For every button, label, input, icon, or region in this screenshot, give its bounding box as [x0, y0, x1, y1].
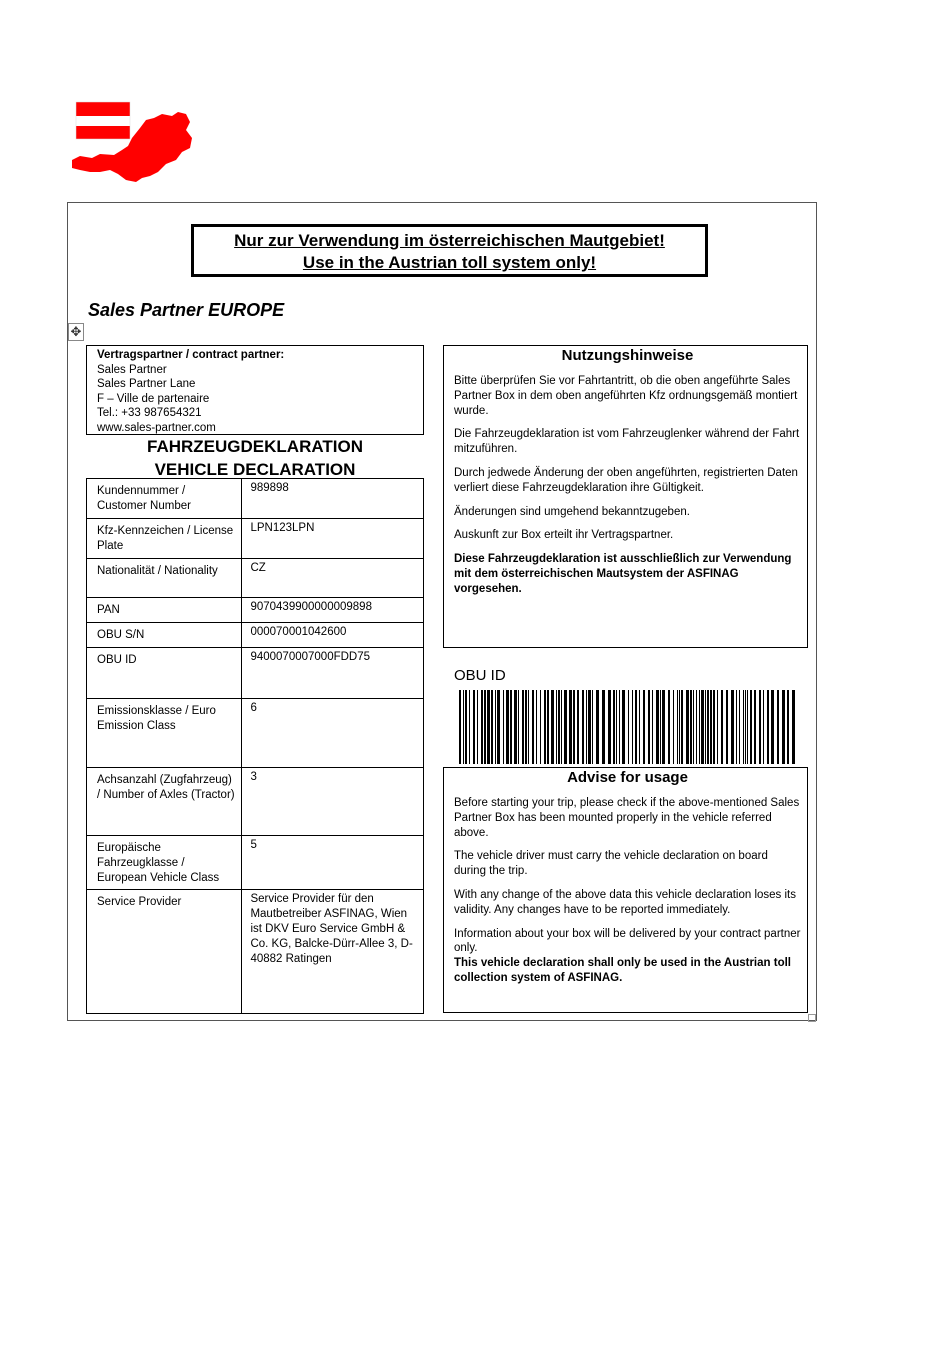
row-value: CZ [242, 559, 424, 598]
barcode-bar [465, 690, 467, 764]
row-value: 9400070007000FDD75 [242, 648, 424, 699]
barcode-bar [690, 690, 692, 764]
hints-title: Nutzungshinweise [561, 347, 694, 364]
barcode-bar [705, 690, 706, 764]
barcode-bar [771, 690, 774, 764]
table-row [87, 768, 424, 836]
barcode-bar [569, 690, 572, 764]
barcode-bar [710, 690, 712, 764]
barcode-bar [582, 690, 584, 764]
barcode-bar [592, 690, 593, 764]
barcode-bar [487, 690, 490, 764]
table-row [87, 598, 424, 623]
barcode-bar [503, 690, 504, 764]
barcode-bar [510, 690, 512, 764]
table-row [87, 648, 424, 699]
barcode-bar [782, 690, 785, 764]
barcode-bar [547, 690, 549, 764]
table-row [87, 699, 424, 768]
table-row [87, 890, 424, 1014]
barcode-bar [514, 690, 517, 764]
barcode-bar [522, 690, 524, 764]
barcode-bar [532, 690, 534, 764]
row-label: Kfz-Kennzeichen / License Plate [87, 519, 242, 559]
row-value: Service Provider für den Mautbetreiber ASFINAG, Wien ist DKV Euro Service GmbH & Co. KG, Balcke-Dürr-Allee 3, D-40882 Ratingen [242, 890, 424, 1014]
hints-paragraph: Die Fahrzeugdeklaration ist vom Fahrzeuglenker während der Fahrt mitzuführen. [454, 428, 800, 456]
barcode-bar [536, 690, 537, 764]
row-label: Nationalität / Nationality [87, 559, 242, 598]
advise-paragraph-bold: This vehicle declaration shall only be used in the Austrian toll collection system of ASFINAG. [454, 957, 791, 984]
barcode-bar [596, 690, 599, 764]
table-row [87, 559, 424, 598]
barcode-bar [473, 690, 475, 764]
barcode-bar [747, 690, 748, 764]
hints-paragraph: Auskunft zur Box erteilt ihr Vertragspartner. [454, 529, 674, 542]
frame-resize-handle[interactable] [808, 1014, 816, 1022]
barcode-bar [648, 690, 650, 764]
austria-flag-map-logo [66, 100, 196, 185]
notice-german: Nur zur Verwendung im österreichischen Mautgebiet! [234, 231, 665, 250]
barcode-bar [754, 690, 756, 764]
barcode-bar [551, 690, 554, 764]
barcode-bar [643, 690, 645, 764]
row-label: Service Provider [87, 890, 242, 1014]
barcode-bar [681, 690, 683, 764]
table-row [87, 479, 424, 519]
obu-id-label: OBU ID [454, 667, 506, 684]
row-label: Kundennummer / Customer Number [87, 479, 242, 519]
barcode-bar [556, 690, 557, 764]
barcode-bar [726, 690, 728, 764]
barcode-bar [686, 690, 689, 764]
partner-name: Sales Partner [97, 363, 167, 376]
barcode-bar [656, 690, 659, 764]
barcode-bar [639, 690, 640, 764]
advise-title: Advise for usage [567, 769, 688, 786]
barcode-bar [459, 690, 461, 764]
hints-paragraph: Durch jedwede Änderung der oben angeführten, registrierten Daten verliert diese Fahrzeugdeklaration ihre Gültigkeit. [454, 466, 798, 494]
table-row [87, 623, 424, 648]
barcode-bar [677, 690, 678, 764]
barcode-bar [787, 690, 789, 764]
vehicle-data-table [86, 478, 424, 1014]
advise-for-usage-box [443, 767, 808, 1013]
barcode-bar [745, 690, 746, 764]
declaration-title-en: VEHICLE DECLARATION [154, 460, 356, 479]
usage-notice-box [191, 224, 708, 277]
barcode-bar [713, 690, 715, 764]
row-value: 000070001042600 [242, 623, 424, 648]
partner-label: Vertragspartner / contract partner: [97, 349, 285, 361]
barcode-bar [662, 690, 665, 764]
hints-paragraph: Änderungen sind umgehend bekanntzugeben. [454, 505, 690, 518]
partner-phone: Tel.: +33 987654321 [97, 407, 202, 420]
row-label: Achsanzahl (Zugfahrzeug) / Number of Axles (Tractor) [87, 768, 242, 836]
barcode-bar [619, 690, 620, 764]
contract-partner-box [86, 345, 424, 435]
row-value: 9070439900000009898 [242, 598, 424, 623]
barcode-bar [750, 690, 752, 764]
barcode-bar [777, 690, 779, 764]
barcode-bar [736, 690, 737, 764]
barcode-bar [759, 690, 761, 764]
notice-english: Use in the Austrian toll system only! [302, 253, 597, 272]
barcode-bar [564, 690, 567, 764]
partner-street: Sales Partner Lane [97, 378, 196, 391]
barcode-bar [544, 690, 546, 764]
table-move-handle-icon[interactable]: ✥ [68, 323, 84, 341]
table-row [87, 836, 424, 890]
row-label: Emissionsklasse / Euro Emission Class [87, 699, 242, 768]
sales-partner-title: Sales Partner EUROPE [88, 300, 285, 320]
advise-paragraph: With any change of the above data this vehicle declaration loses its validity. Any changes have to be reported immediately. [454, 888, 797, 916]
barcode-bar [495, 690, 496, 764]
row-value: 6 [242, 699, 424, 768]
row-label: PAN [87, 598, 242, 623]
barcode-bar [506, 690, 509, 764]
partner-city: F – Ville de partenaire [97, 392, 210, 405]
barcode-bar [613, 690, 615, 764]
barcode-bar [518, 690, 519, 764]
row-value: 5 [242, 836, 424, 890]
barcode-bar [679, 690, 680, 764]
barcode-bar [652, 690, 653, 764]
obu-id-barcode [459, 690, 795, 764]
barcode-bar [693, 690, 694, 764]
barcode-bar [743, 690, 744, 764]
barcode-bar [731, 690, 734, 764]
barcode-bar [635, 690, 637, 764]
partner-web: www.sales-partner.com [97, 421, 216, 434]
advise-paragraph: Before starting your trip, please check if the above-mentioned Sales Partner Box has been mounted properly in the vehicle referred above. [454, 797, 800, 839]
barcode-bar [484, 690, 486, 764]
barcode-bar [497, 690, 500, 764]
barcode-bar [608, 690, 611, 764]
barcode-bar [696, 690, 697, 764]
barcode-bar [792, 690, 795, 764]
declaration-title-de: FAHRZEUGDEKLARATION [147, 437, 363, 456]
barcode-bar [628, 690, 629, 764]
barcode-bar [660, 690, 661, 764]
row-label: OBU S/N [87, 623, 242, 648]
barcode-bar [561, 690, 562, 764]
barcode-bar [632, 690, 633, 764]
barcode-bar [739, 690, 740, 764]
barcode-bar [573, 690, 575, 764]
barcode-bar [622, 690, 625, 764]
barcode-bar [673, 690, 674, 764]
barcode-bar [701, 690, 704, 764]
barcode-bar [707, 690, 709, 764]
barcode-bar [469, 690, 470, 764]
barcode-bar [481, 690, 483, 764]
barcode-bar [717, 690, 718, 764]
barcode-bar [699, 690, 700, 764]
barcode-bar [668, 690, 670, 764]
barcode-bar [558, 690, 560, 764]
flag-white [76, 116, 130, 126]
row-value: LPN123LPN [242, 519, 424, 559]
hints-paragraph: Bitte überprüfen Sie vor Fahrtantritt, ob die oben angeführte Sales Partner Box in dem oben angeführten Kfz ordnungsgemäß montiert wurde. [454, 375, 798, 417]
row-label: Europäische Fahrzeugklasse / European Vehicle Class [87, 836, 242, 890]
barcode-bar [528, 690, 529, 764]
barcode-bar [588, 690, 591, 764]
row-value: 989898 [242, 479, 424, 519]
flag-red-bottom [76, 126, 130, 139]
barcode-bar [602, 690, 605, 764]
barcode-bar [616, 690, 617, 764]
barcode-bar [721, 690, 723, 764]
barcode-bar [577, 690, 579, 764]
barcode-bar [763, 690, 764, 764]
hints-paragraph-bold: Diese Fahrzeugdeklaration ist ausschließlich zur Verwendung mit dem österreichischen Mautsystem der ASFINAG vorgesehen. [454, 553, 792, 595]
barcode-bar [525, 690, 527, 764]
barcode-bar [586, 690, 587, 764]
barcode-bar [463, 690, 464, 764]
advise-paragraph: Information about your box will be delivered by your contract partner only. [454, 927, 801, 955]
table-row [87, 519, 424, 559]
barcode-bar [477, 690, 478, 764]
usage-hints-box-de [443, 345, 808, 648]
flag-red-top [76, 102, 130, 116]
row-label: OBU ID [87, 648, 242, 699]
row-value: 3 [242, 768, 424, 836]
advise-paragraph: The vehicle driver must carry the vehicle declaration on board during the trip. [454, 850, 768, 878]
barcode-bar [767, 690, 769, 764]
declaration-title [86, 435, 424, 481]
barcode-bar [491, 690, 493, 764]
barcode-bar [540, 690, 541, 764]
